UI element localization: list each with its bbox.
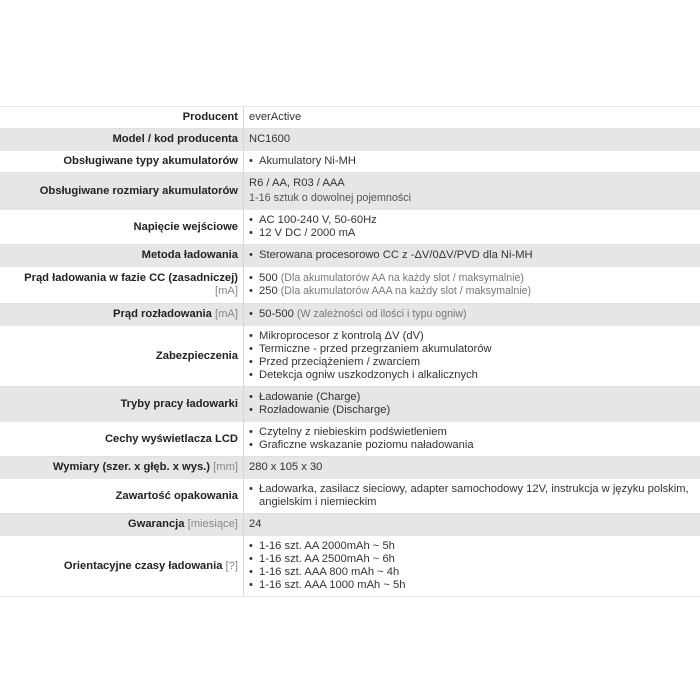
spec-label [0, 457, 244, 479]
spec-list [249, 249, 694, 262]
list-item [249, 272, 694, 285]
list-item [249, 285, 694, 298]
spec-value: everActive [244, 107, 700, 129]
spec-value [244, 151, 700, 173]
spec-value [244, 210, 700, 245]
spec-label-unit: [miesiące] [187, 518, 238, 530]
spec-label: Obsługiwane typy akumulatorów [0, 151, 244, 173]
list-item: • Czytelny z niebieskim podświetleniem [249, 426, 694, 439]
spec-value [244, 536, 700, 597]
spec-row-discharge-current [0, 304, 700, 326]
spec-label: Producent [0, 107, 244, 129]
spec-row-charging-method [0, 245, 700, 267]
spec-label [0, 514, 244, 536]
list-item: • Sterowana procesorowo CC z -ΔV/0ΔV/PVD dla Ni-MH [249, 249, 694, 262]
spec-row-modes [0, 387, 700, 422]
spec-label-unit: [?] [225, 559, 238, 572]
spec-value: NC1600 [244, 129, 700, 151]
list-item: • Mikroprocesor z kontrolą ΔV (dV) [249, 330, 694, 343]
spec-label: Tryby pracy ładowarki [0, 387, 244, 422]
spec-label: Napięcie wejściowe [0, 210, 244, 245]
spec-row-input-voltage [0, 210, 700, 245]
spec-list [249, 483, 694, 509]
spec-label-unit: [mA] [215, 308, 238, 320]
spec-row-dimensions [0, 457, 700, 479]
spec-value [244, 173, 700, 210]
spec-value: 24 [244, 514, 700, 536]
list-item: • Detekcja ogniw uszkodzonych i alkalicznych [249, 369, 694, 382]
spec-value [244, 267, 700, 304]
spec-label: Zawartość opakowania [0, 479, 244, 514]
list-item-text: 250 [259, 285, 278, 297]
spec-list [249, 272, 694, 298]
list-item: • Graficzne wskazanie poziomu naładowania [249, 439, 694, 452]
spec-row-warranty [0, 514, 700, 536]
spec-list [249, 214, 694, 240]
spec-label: Model / kod producenta [0, 129, 244, 151]
spec-list [249, 426, 694, 452]
spec-row-protections [0, 326, 700, 387]
spec-value [244, 304, 700, 326]
spec-value [244, 387, 700, 422]
list-item: • AC 100-240 V, 50-60Hz [249, 214, 694, 227]
spec-label-text: Orientacyjne czasy ładowania [63, 559, 223, 572]
spec-row-charge-current [0, 267, 700, 304]
list-item-note: (Dla akumulatorów AAA na każdy slot / maksymalnie) [280, 285, 532, 297]
spec-label-text: Prąd rozładowania [113, 308, 212, 320]
spec-value [244, 479, 700, 514]
list-item: • 1-16 szt. AAA 1000 mAh ~ 5h [249, 579, 694, 592]
spec-label-text: Gwarancja [127, 518, 185, 530]
spec-table [0, 106, 700, 597]
spec-label: Obsługiwane rozmiary akumulatorów [0, 173, 244, 210]
spec-label-unit: [mm] [213, 461, 238, 473]
spec-value-sub: 1-16 sztuk o dowolnej pojemności [249, 192, 412, 204]
list-item: • 1-16 szt. AA 2500mAh ~ 6h [249, 553, 694, 566]
list-item: • 12 V DC / 2000 mA [249, 227, 694, 240]
list-item: • Ładowarka, zasilacz sieciowy, adapter samochodowy 12V, instrukcja w języku polskim, angielskim i niemieckim [249, 483, 694, 509]
spec-label: Cechy wyświetlacza LCD [0, 422, 244, 457]
list-item: • Ładowanie (Charge) [249, 391, 694, 404]
spec-row-package-contents [0, 479, 700, 514]
spec-list [249, 391, 694, 417]
spec-value [244, 422, 700, 457]
list-item-text: 500 [259, 272, 278, 284]
spec-list [249, 308, 694, 321]
spec-row-battery-sizes [0, 173, 700, 210]
spec-row-producer [0, 107, 700, 129]
spec-label: Zabezpieczenia [0, 326, 244, 387]
spec-value-main: R6 / AA, R03 / AAA [249, 177, 345, 189]
spec-value: 280 x 105 x 30 [244, 457, 700, 479]
spec-row-charging-times [0, 536, 700, 597]
spec-row-battery-types [0, 151, 700, 173]
spec-list [249, 540, 694, 592]
list-item: • Termiczne - przed przegrzaniem akumulatorów [249, 343, 694, 356]
list-item: • 1-16 szt. AA 2000mAh ~ 5h [249, 540, 694, 553]
spec-label [0, 304, 244, 326]
spec-row-model [0, 129, 700, 151]
list-item-note: (W zależności od ilości i typu ogniw) [296, 308, 467, 320]
spec-label: Metoda ładowania [0, 245, 244, 267]
list-item: • 1-16 szt. AAA 800 mAh ~ 4h [249, 566, 694, 579]
spec-label [0, 536, 244, 597]
spec-value [244, 245, 700, 267]
spec-list [249, 330, 694, 382]
spec-label-unit: [mA] [215, 285, 238, 297]
list-item-text: 50-500 [259, 308, 294, 320]
list-item: • Rozładowanie (Discharge) [249, 404, 694, 417]
list-item: • Przed przeciążeniem / zwarciem [249, 356, 694, 369]
spec-label-text: Wymiary (szer. x głęb. x wys.) [52, 461, 211, 473]
spec-label-text: Prąd ładowania w fazie CC (zasadniczej) [24, 272, 238, 284]
list-item: • Akumulatory Ni-MH [249, 155, 694, 168]
list-item [249, 308, 694, 321]
spec-label [0, 267, 244, 304]
spec-list [249, 155, 694, 168]
list-item-note: (Dla akumulatorów AA na każdy slot / maksymalnie) [280, 272, 524, 284]
spec-row-lcd-features [0, 422, 700, 457]
spec-value [244, 326, 700, 387]
